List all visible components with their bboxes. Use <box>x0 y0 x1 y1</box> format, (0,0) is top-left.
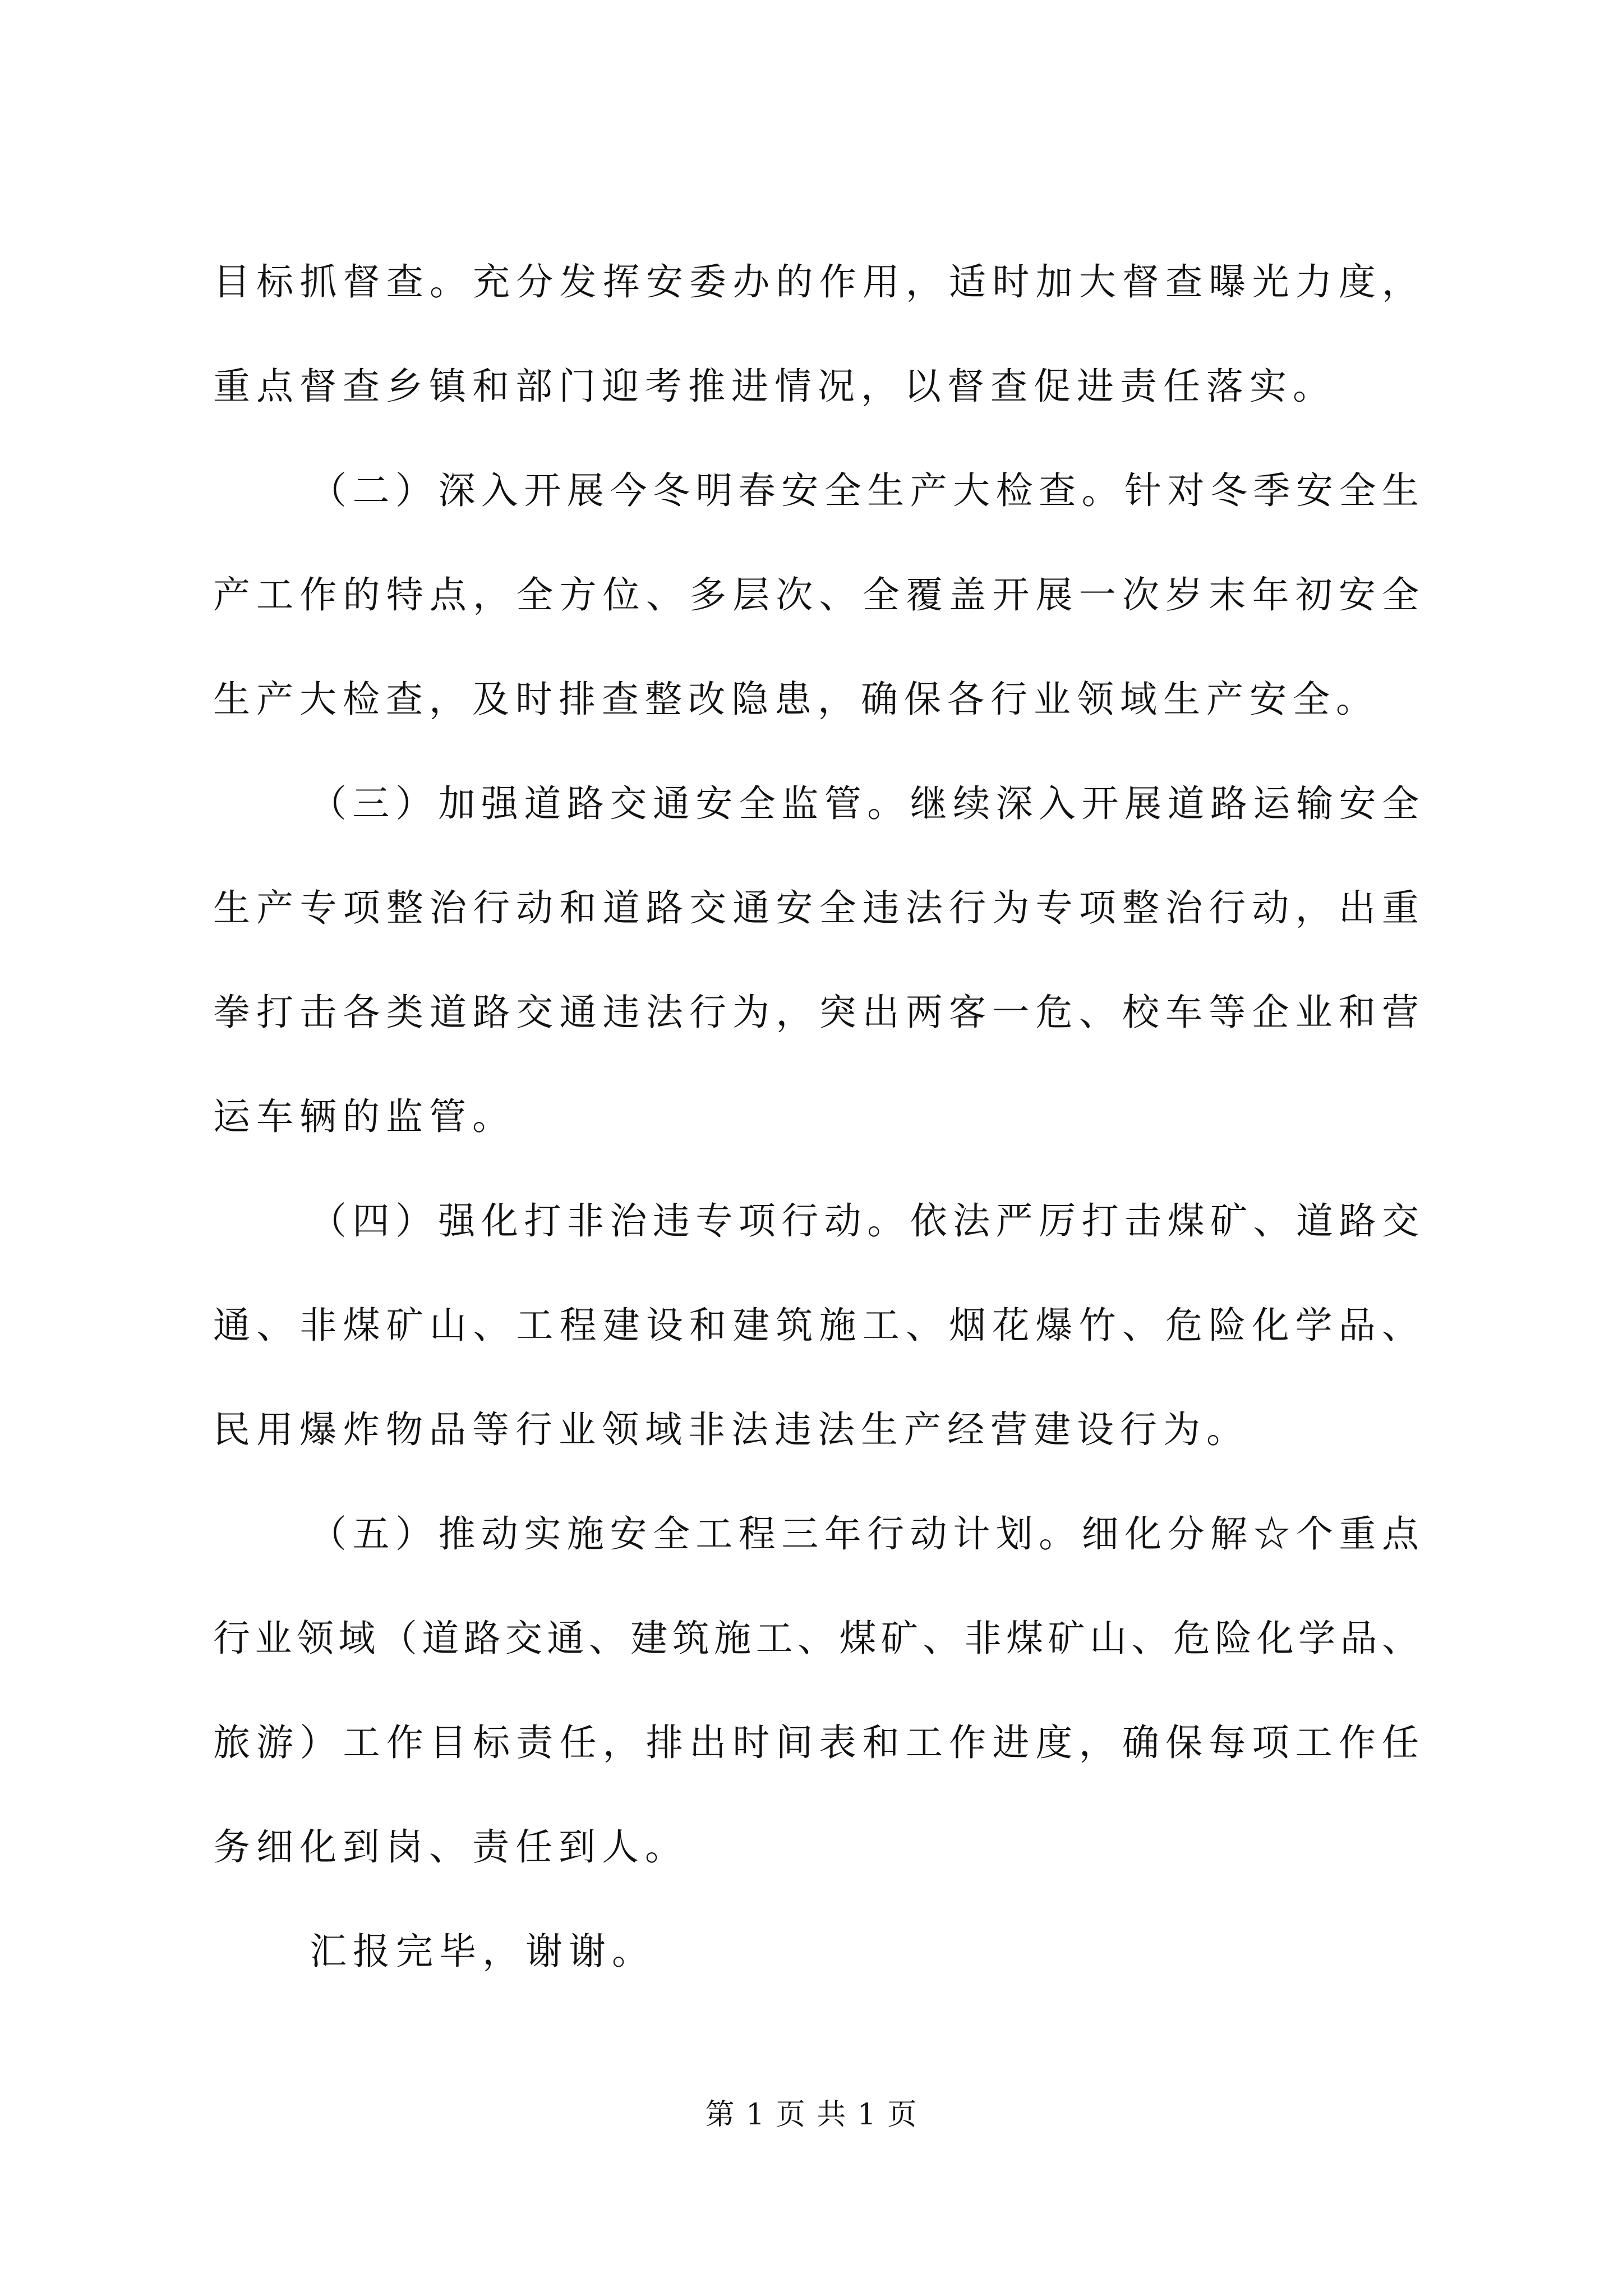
text-line: 生产专项整治行动和道路交通安全违法行为专项整治行动，出重 <box>213 886 1419 930</box>
text-line: 旅游）工作目标责任，排出时间表和工作进度，确保每项工作任 <box>213 1721 1419 1764</box>
text-line: 生产大检查，及时排查整改隐患，确保各行业领域生产安全。 <box>213 678 1379 721</box>
text-line: 目标抓督查。充分发挥安委办的作用，适时加大督查曝光力度， <box>213 260 1419 303</box>
text-line: 务细化到岗、责任到人。 <box>213 1825 688 1869</box>
text-line: 通、非煤矿山、工程建设和建筑施工、烟花爆竹、危险化学品、 <box>213 1304 1419 1347</box>
document-body <box>213 260 1419 2037</box>
paragraph-heading-line: （四）强化打非治违专项行动。依法严厉打击煤矿、道路交 <box>310 1199 1419 1243</box>
text-line: 拳打击各类道路交通违法行为，突出两客一危、校车等企业和营 <box>213 991 1419 1034</box>
text-line: 行业领域（道路交通、建筑施工、煤矿、非煤矿山、危险化学品、 <box>213 1617 1419 1660</box>
page-number-footer: 第 1 页 共 1 页 <box>705 2098 918 2132</box>
paragraph-heading-line: （二）深入开展今冬明春安全生产大检查。针对冬季安全生 <box>310 469 1419 512</box>
text-line: 产工作的特点，全方位、多层次、全覆盖开展一次岁末年初安全 <box>213 573 1419 616</box>
text-line: 运车辆的监管。 <box>213 1095 515 1138</box>
paragraph-heading-line: （三）加强道路交通安全监管。继续深入开展道路运输安全 <box>310 782 1419 825</box>
text-line: 重点督查乡镇和部门迎考推进情况，以督查促进责任落实。 <box>213 365 1336 408</box>
paragraph-heading-line: （五）推动实施安全工程三年行动计划。细化分解☆个重点 <box>310 1512 1419 1556</box>
text-line: 民用爆炸物品等行业领域非法违法生产经营建设行为。 <box>213 1408 1249 1451</box>
closing-line: 汇报完毕，谢谢。 <box>310 1930 655 1973</box>
